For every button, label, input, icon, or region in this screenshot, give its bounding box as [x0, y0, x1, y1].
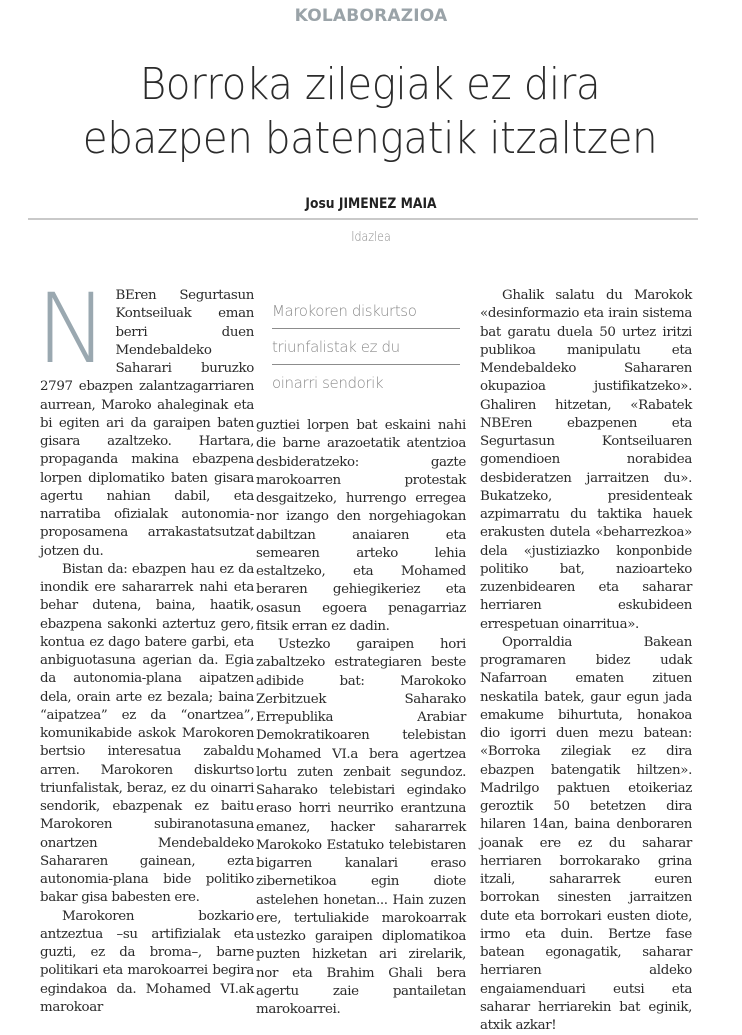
pull-quote-line: Marokoren diskurtso [272, 302, 417, 320]
pull-quote [272, 296, 460, 398]
author-role: Idazlea [351, 230, 391, 245]
paragraph: Ghalik salatu du Marokok «desinformazio eta irain sistema bat garatu duela 50 urtez iritzi publikoa manipulatu eta Mendebaldeko Sahararen okupazioa justifikatzeko». Ghaliren hitzetan, «Rabatek NBEren ebazpenen eta Segurtasun Kontseiluaren gomendioen norabidea desbideratzen jarraitzen du». Bukatzeko, presidenteak azpimarratu du taktika hauek erakusten dutela «beharrezkoa» dela «justiziazko konponbide politiko bat, nazioarteko zuzenbidearen eta saharar herriaren eskubideen errespetuan oinarritua». [480, 288, 692, 632]
pull-quote-line: oinarri sendorik [272, 374, 384, 392]
article-column-1 [36, 273, 254, 1017]
byline-divider [28, 218, 698, 220]
article-column-2 [256, 417, 466, 1019]
paragraph: Marokoren bozkario antzeztua –su artifizialak eta guzti, ez da broma–, barne politikari eta marokoarrei begira egindakoa da. Mohamed VI.ak marokoar [40, 908, 254, 1015]
section-label: KOLABORAZIOA [294, 6, 448, 26]
paragraph: Bistan da: ebazpen hau ez da inondik ere sahararrek nahi eta behar dutena, baina, haatik, ebazpena sakonki aztertuz gero, kontua ez dago batere garbi, eta anbiguotasuna agerian da. Egia da autonomia-plana aipatzen dela, orain arte ez bezala; baina “aipatzea” ez da “onartzea”, komunikabide askok Marokoren bertsio interesatua zabaldu arren. Marokoren diskurtso triunfalistak, beraz, ez du oinarri sendorik, ebazpenak ez baitu Marokoren subiranotasuna onartzen Mendebaldeko Sahararen gainean, ezta autonomia-plana bide politiko bakar gisa babesten ere. [40, 561, 254, 906]
article-column-3 [480, 287, 692, 1035]
paragraph: Ustezko garaipen hori zabaltzeko estrategiaren beste adibide bat: Marokoko Zerbitzuek Saharako Errepublika Arabiar Demokratikoaren telebistan Mohamed VI.a bera agertzea lortu zuten zenbait segundoz. Saharako telebistari egindako eraso horri neurriko erantzuna emanez, hacker sahararrek Marokoko Estatuko telebistaren bigarren kanalari eraso zibernetikoa egin diote astelehen honetan... Hain zuzen ere, tertuliakide marokoarrak ustezko garaipen diplomatikoa puzten hizketan ari zirelarik, nor eta Brahim Ghali bera agertu zaie pantailetan marokoarrei. [256, 637, 466, 1017]
author-byline: Josu JIMENEZ MAIA [305, 196, 437, 212]
drop-cap: N [36, 273, 108, 385]
pull-quote-rule [272, 364, 460, 365]
headline-line-2: ebazpen batengatik itzaltzen [82, 113, 658, 164]
pull-quote-rule [272, 328, 460, 329]
headline [48, 58, 692, 166]
headline-line-1: Borroka zilegiak ez dira [139, 59, 601, 110]
paragraph: Oporraldia Bakean programaren bidez udak Nafarroan ematen zituen neskatila batek, gaur egun jada emakume bihurtuta, honakoa dio igorri duen mezu batean: «Borroka zilegiak ez dira ebazpen batengatik hiltzen». Madrilgo paktuen etoikeriaz geroztik 50 betetzen dira hilaren 14an, baina denboraren joanak ere ez du saharar herriaren borrokarako grina itzali, sahararrek euren borrokan sinesten jarraitzen dute eta borrokari eusten diote, irmo eta duin. Bertze fase batean egonagatik, saharar herriaren aldeko engaiamenduari eutsi eta saharar herriarekin bat eginik, atxik azkar! [480, 634, 692, 1033]
paragraph: BEren Segurtasun Kontseiluak eman berri duen Mendebaldeko Saharari buruzko 2797 ebazpen zalantzagarriaren aurrean, Maroko ahaleginak eta bi egiten ari da garaipen baten gisara azaltzeko. Hartara, propaganda makina ebazpena lorpen diplomatiko baten gisara agertu nahian dabil, eta narratiba ofizialak autonomia-proposamena arrakastatsutzat jotzen du. [40, 288, 254, 559]
paragraph: guztiei lorpen bat eskaini nahi die barne arazoetatik atentzioa desbideratzeko: gazte marokoarren protestak desgaitzeko, hurrengo erregea nor izango den norgehiagokan dabiltzan anaiaren eta semearen arteko lehia estaltzeko, eta Mohamed beraren gehiegikeriez eta osasun egoera penagarriaz fitsik erran ez dadin. [256, 418, 466, 634]
pull-quote-line: triunfalistak ez du [272, 338, 400, 356]
